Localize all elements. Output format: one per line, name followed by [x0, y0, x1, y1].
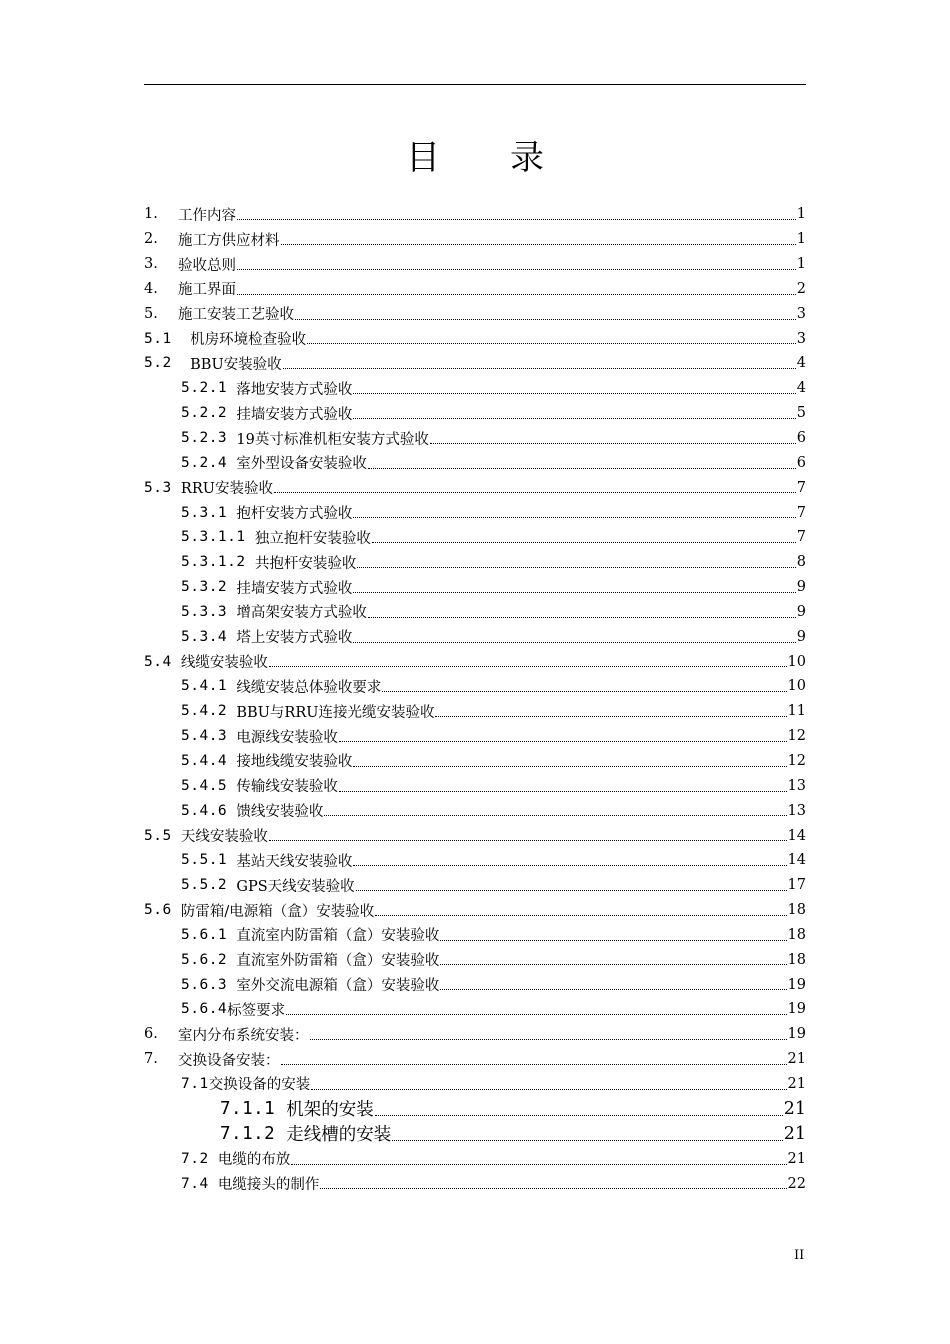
toc-entry-number: 7.1.1: [220, 1098, 287, 1119]
toc-leader-dots: [392, 1123, 783, 1142]
toc-entry-page: 4: [796, 380, 806, 397]
toc-entry-page: 1: [796, 256, 806, 273]
toc-entry[interactable]: [144, 575, 806, 600]
toc-entry-page: 18: [787, 951, 806, 968]
toc-entry[interactable]: [144, 426, 806, 451]
toc-entry-number: 7.1.2: [220, 1123, 287, 1144]
toc-entry[interactable]: [144, 972, 806, 997]
toc-leader-dots: [324, 801, 786, 817]
toc-entry-label: 抱杆安装方式验收: [236, 506, 353, 523]
toc-leader-dots: [368, 602, 796, 618]
toc-entry-number: 1.: [144, 206, 158, 223]
toc-leader-dots: [353, 851, 786, 867]
toc-entry[interactable]: [144, 1022, 806, 1047]
toc-entry-label: 馈线安装验收: [236, 804, 324, 821]
toc-entry[interactable]: [144, 252, 806, 277]
toc-leader-dots: [269, 826, 787, 842]
toc-entry-label: 机架的安装: [286, 1100, 374, 1121]
toc-leader-dots: [339, 776, 787, 792]
toc-entry-label: GPS天线安装验收: [236, 878, 355, 895]
toc-entry-page: 13: [787, 802, 806, 819]
toc-entry[interactable]: [144, 1072, 806, 1097]
toc-leader-dots: [237, 279, 796, 295]
toc-entry-page: 9: [796, 628, 806, 645]
toc-entry-page: 9: [796, 603, 806, 620]
toc-leader-dots: [353, 503, 795, 519]
toc-entry-number: 5.2.1: [181, 380, 237, 397]
toc-entry-number: 5.4: [144, 653, 181, 670]
toc-entry[interactable]: [144, 624, 806, 649]
toc-entry-label: 交换设备的安装: [208, 1077, 311, 1094]
toc-leader-dots: [281, 1049, 787, 1065]
toc-entry-label: 室外型设备安装验收: [236, 456, 367, 473]
toc-entry-number: 5.2.3: [181, 430, 237, 447]
toc-entry-number: 5.4.4: [181, 752, 237, 769]
toc-entry-label: 挂墙安装方式验收: [236, 580, 353, 597]
toc-entry-number: 5.3.2: [181, 579, 237, 596]
toc-leader-dots: [274, 478, 796, 494]
toc-entry[interactable]: [144, 450, 806, 475]
toc-entry-number: 3.: [144, 256, 158, 273]
toc-entry-label: 直流室内防雷箱（盒）安装验收: [236, 928, 440, 945]
toc-entry-number: 5.2.4: [181, 454, 237, 471]
page-number: II: [794, 1248, 805, 1263]
toc-entry-label: 线缆安装验收: [180, 655, 268, 672]
table-of-contents: [144, 202, 806, 1196]
toc-leader-dots: [382, 677, 786, 693]
toc-entry-number: 7.: [144, 1051, 158, 1068]
toc-leader-dots: [310, 1025, 787, 1041]
toc-entry-label: 基站天线安装验收: [236, 853, 353, 870]
toc-entry[interactable]: [144, 1047, 806, 1072]
toc-entry[interactable]: [144, 947, 806, 972]
toc-leader-dots: [339, 726, 787, 742]
toc-entry-number: 5.6: [144, 902, 181, 919]
toc-leader-dots: [281, 230, 796, 246]
toc-entry-page: 3: [796, 305, 806, 322]
title-char-1: 目: [406, 138, 440, 178]
toc-leader-dots: [295, 304, 796, 320]
toc-entry-label: 电缆接头的制作: [217, 1177, 320, 1194]
toc-entry-page: 21: [783, 1098, 806, 1119]
toc-entry-number: 5.6.4: [181, 1001, 228, 1018]
toc-entry[interactable]: [144, 749, 806, 774]
toc-entry-page: 7: [796, 529, 806, 546]
toc-entry-number: 5.: [144, 305, 158, 322]
toc-entry-label: 增高架安装方式验收: [236, 605, 367, 622]
toc-leader-dots: [357, 552, 795, 568]
toc-entry-label: 塔上安装方式验收: [236, 630, 353, 647]
toc-entry-page: 22: [787, 1175, 806, 1192]
toc-leader-dots: [291, 1149, 786, 1165]
toc-entry-label: BBU与RRU连接光缆安装验收: [236, 704, 435, 721]
toc-entry-page: 12: [787, 728, 806, 745]
toc-entry-number: 5.1: [144, 330, 191, 347]
toc-entry[interactable]: [144, 1121, 806, 1146]
toc-entry-number: 7.4: [181, 1175, 218, 1192]
toc-entry-label: 挂墙安装方式验收: [236, 406, 353, 423]
toc-entry-page: 17: [787, 877, 806, 894]
toc-entry[interactable]: [144, 401, 806, 426]
toc-entry-label: 交换设备安装：: [178, 1052, 280, 1069]
toc-leader-dots: [368, 453, 796, 469]
toc-entry-number: 5.4.2: [181, 703, 237, 720]
toc-entry-label: 走线槽的安装: [286, 1125, 392, 1146]
toc-entry-number: 5.5.1: [181, 852, 237, 869]
toc-entry-page: 12: [787, 752, 806, 769]
toc-entry-number: 5.3: [144, 479, 181, 496]
toc-entry-label: 共抱杆安装验收: [254, 555, 357, 572]
toc-entry-page: 9: [796, 579, 806, 596]
toc-entry-number: 5.5.2: [181, 877, 237, 894]
toc-entry-number: 5.4.3: [181, 728, 237, 745]
toc-entry-page: 4: [796, 355, 806, 372]
toc-entry-number: 4.: [144, 280, 158, 297]
toc-leader-dots: [237, 205, 796, 221]
toc-leader-dots: [440, 975, 786, 991]
header-rule: [144, 84, 806, 85]
toc-entry-page: 19: [787, 1026, 806, 1043]
toc-entry-page: 13: [787, 777, 806, 794]
toc-leader-dots: [283, 354, 796, 370]
toc-entry-page: 21: [783, 1123, 806, 1144]
toc-entry-label: 电源线安装验收: [236, 729, 338, 746]
toc-entry[interactable]: [144, 922, 806, 947]
toc-entry-page: 14: [787, 827, 806, 844]
toc-entry-page: 21: [787, 1075, 806, 1092]
toc-entry-number: 2.: [144, 231, 158, 248]
toc-entry-label: 标签要求: [227, 1002, 286, 1019]
toc-entry[interactable]: [144, 1146, 806, 1171]
toc-entry[interactable]: [144, 823, 806, 848]
toc-entry-number: 5.6.3: [181, 976, 237, 993]
toc-leader-dots: [307, 329, 796, 345]
toc-entry[interactable]: [144, 898, 806, 923]
toc-entry-number: 5.4.5: [181, 777, 237, 794]
toc-entry-label: 工作内容: [178, 207, 236, 224]
toc-entry-label: 室内分布系统安装：: [178, 1027, 309, 1044]
toc-leader-dots: [372, 528, 796, 544]
toc-entry-number: 5.6.1: [181, 926, 237, 943]
toc-entry-number: 5.4.6: [181, 802, 237, 819]
toc-entry-number: 5.4.1: [181, 678, 237, 695]
toc-entry[interactable]: [144, 301, 806, 326]
toc-leader-dots: [311, 1074, 786, 1090]
toc-entry-label: RRU安装验收: [180, 481, 273, 498]
toc-entry-page: 6: [796, 454, 806, 471]
toc-entry-page: 8: [796, 554, 806, 571]
toc-entry-label: 施工方供应材料: [178, 232, 280, 249]
toc-entry-label: 天线安装验收: [180, 829, 268, 846]
toc-entry[interactable]: [144, 1096, 806, 1121]
toc-leader-dots: [375, 1098, 783, 1117]
toc-entry-page: 21: [787, 1150, 806, 1167]
toc-entry[interactable]: [144, 550, 806, 575]
toc-entry[interactable]: [144, 724, 806, 749]
toc-entry[interactable]: [144, 649, 806, 674]
toc-entry-page: 1: [796, 206, 806, 223]
toc-entry-label: 施工安装工艺验收: [178, 307, 294, 324]
toc-entry-page: 1: [796, 231, 806, 248]
toc-entry-page: 21: [787, 1051, 806, 1068]
toc-entry-label: 19英寸标准机柜安装方式验收: [236, 431, 429, 448]
toc-entry-number: 7.1: [181, 1075, 209, 1092]
toc-entry-page: 18: [787, 902, 806, 919]
toc-leader-dots: [353, 627, 795, 643]
page-title: [0, 130, 950, 179]
toc-entry[interactable]: [144, 326, 806, 351]
toc-leader-dots: [353, 379, 795, 395]
toc-leader-dots: [430, 428, 796, 444]
toc-entry-number: 6.: [144, 1026, 158, 1043]
toc-leader-dots: [353, 751, 786, 767]
toc-entry-page: 18: [787, 926, 806, 943]
toc-entry-number: 5.3.4: [181, 628, 237, 645]
toc-leader-dots: [440, 950, 786, 966]
toc-entry-label: 传输线安装验收: [236, 779, 338, 796]
toc-leader-dots: [286, 1000, 786, 1016]
toc-entry-label: 验收总则: [178, 257, 236, 274]
toc-entry-page: 10: [787, 678, 806, 695]
toc-entry-number: 5.6.2: [181, 951, 237, 968]
toc-entry[interactable]: [144, 873, 806, 898]
toc-entry[interactable]: [144, 475, 806, 500]
toc-entry[interactable]: [144, 848, 806, 873]
toc-entry[interactable]: [144, 1171, 806, 1196]
toc-entry-label: 电缆的布放: [217, 1152, 291, 1169]
toc-entry-label: 独立抱杆安装验收: [254, 530, 371, 547]
toc-entry-page: 5: [796, 405, 806, 422]
toc-entry[interactable]: [144, 351, 806, 376]
toc-entry-number: 5.2.2: [181, 405, 237, 422]
toc-entry[interactable]: [144, 997, 806, 1022]
toc-entry-number: 5.5: [144, 827, 181, 844]
toc-entry-label: 施工界面: [178, 282, 236, 299]
toc-entry-number: 5.3.3: [181, 603, 237, 620]
toc-leader-dots: [320, 1174, 786, 1190]
title-char-2: 录: [510, 138, 544, 178]
toc-entry-page: 3: [796, 330, 806, 347]
toc-entry-label: BBU安装验收: [190, 356, 282, 373]
toc-entry-page: 6: [796, 430, 806, 447]
toc-entry-number: 5.2: [144, 355, 191, 372]
toc-entry[interactable]: [144, 277, 806, 302]
toc-leader-dots: [353, 403, 795, 419]
toc-entry-label: 线缆安装总体验收要求: [236, 679, 382, 696]
toc-entry-page: 7: [796, 479, 806, 496]
toc-entry-page: 7: [796, 504, 806, 521]
toc-entry-number: 5.3.1.1: [181, 529, 255, 546]
toc-entry-page: 14: [787, 852, 806, 869]
toc-entry[interactable]: [144, 376, 806, 401]
toc-entry-label: 接地线缆安装验收: [236, 754, 353, 771]
toc-leader-dots: [269, 652, 787, 668]
toc-entry-label: 直流室外防雷箱（盒）安装验收: [236, 953, 440, 970]
toc-entry[interactable]: [144, 227, 806, 252]
toc-entry-label: 落地安装方式验收: [236, 381, 353, 398]
toc-entry-number: 5.3.1: [181, 504, 237, 521]
toc-leader-dots: [353, 577, 795, 593]
toc-entry-page: 19: [787, 1001, 806, 1018]
toc-entry[interactable]: [144, 600, 806, 625]
toc-leader-dots: [356, 875, 787, 891]
toc-entry[interactable]: [144, 500, 806, 525]
toc-entry-label: 机房环境检查验收: [190, 332, 307, 349]
toc-entry-page: 19: [787, 976, 806, 993]
toc-entry-page: 11: [787, 703, 806, 720]
toc-entry[interactable]: [144, 202, 806, 227]
toc-entry-number: 7.2: [181, 1150, 218, 1167]
toc-leader-dots: [237, 254, 796, 270]
toc-leader-dots: [440, 925, 786, 941]
toc-entry[interactable]: [144, 525, 806, 550]
toc-leader-dots: [435, 702, 786, 718]
toc-leader-dots: [375, 900, 786, 916]
toc-entry-label: 防雷箱/电源箱（盒）安装验收: [180, 903, 375, 920]
toc-entry-page: 2: [796, 280, 806, 297]
toc-entry[interactable]: [144, 674, 806, 699]
toc-entry-page: 10: [787, 653, 806, 670]
toc-entry-number: 5.3.1.2: [181, 554, 255, 571]
toc-entry[interactable]: [144, 798, 806, 823]
toc-entry[interactable]: [144, 773, 806, 798]
toc-entry-label: 室外交流电源箱（盒）安装验收: [236, 978, 440, 995]
toc-entry[interactable]: [144, 699, 806, 724]
